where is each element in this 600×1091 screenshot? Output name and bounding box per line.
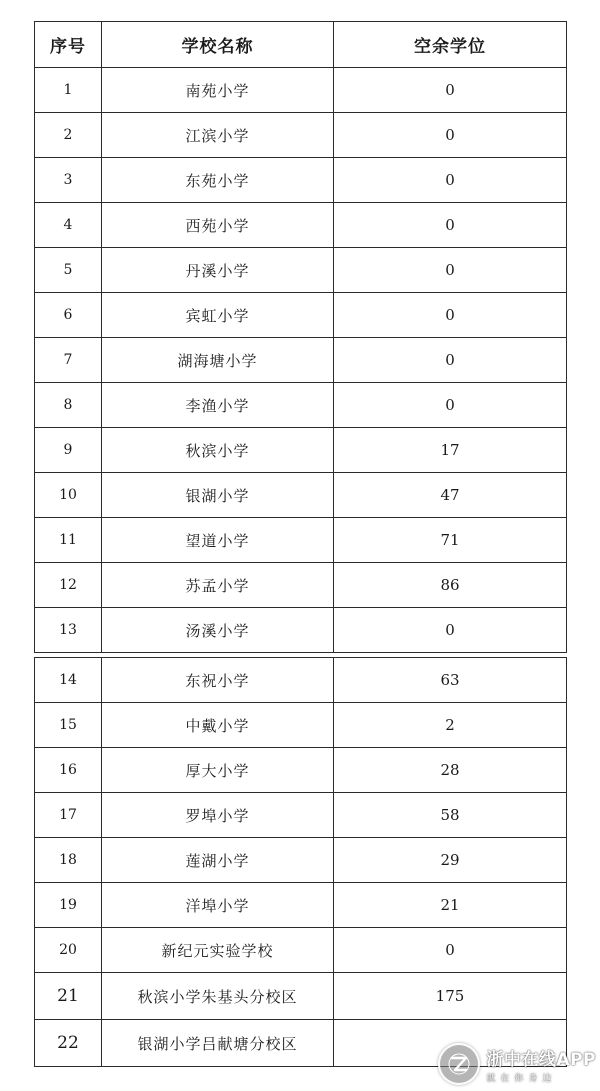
cell-vacancy: 2 xyxy=(334,703,567,748)
cell-vacancy: 86 xyxy=(334,563,567,608)
cell-serial: 4 xyxy=(35,203,102,248)
table-row xyxy=(35,473,567,518)
cell-school-name: 罗埠小学 xyxy=(102,793,334,838)
cell-school-name: 莲湖小学 xyxy=(102,838,334,883)
table-row xyxy=(35,883,567,928)
vacancy-table-part2 xyxy=(34,657,567,1067)
cell-school-name: 苏孟小学 xyxy=(102,563,334,608)
cell-vacancy: 0 xyxy=(334,338,567,383)
watermark-app-name: 浙中在线APP xyxy=(486,1049,596,1070)
cell-vacancy: 29 xyxy=(334,838,567,883)
cell-vacancy: 0 xyxy=(334,68,567,113)
table-row xyxy=(35,928,567,973)
cell-school-name: 望道小学 xyxy=(102,518,334,563)
cell-school-name: 秋滨小学朱基头分校区 xyxy=(102,973,334,1020)
header-vacancy: 空余学位 xyxy=(334,22,567,68)
cell-vacancy: 63 xyxy=(334,658,567,703)
cell-serial: 10 xyxy=(35,473,102,518)
header-school-name: 学校名称 xyxy=(102,22,334,68)
table-row xyxy=(35,68,567,113)
cell-school-name: 银湖小学吕献塘分校区 xyxy=(102,1020,334,1067)
cell-vacancy: 0 xyxy=(334,113,567,158)
table-row xyxy=(35,518,567,563)
cell-serial: 12 xyxy=(35,563,102,608)
cell-vacancy: 0 xyxy=(334,158,567,203)
cell-vacancy: 0 xyxy=(334,608,567,653)
cell-serial: 18 xyxy=(35,838,102,883)
cell-vacancy: 0 xyxy=(334,248,567,293)
cell-serial: 11 xyxy=(35,518,102,563)
cell-serial: 20 xyxy=(35,928,102,973)
vacancy-table-part1 xyxy=(34,21,567,653)
cell-school-name: 银湖小学 xyxy=(102,473,334,518)
watermark-slogan: 就在你身边 xyxy=(486,1073,557,1084)
cell-school-name: 汤溪小学 xyxy=(102,608,334,653)
table-row xyxy=(35,838,567,883)
cell-serial: 7 xyxy=(35,338,102,383)
table-row xyxy=(35,563,567,608)
table-row xyxy=(35,428,567,473)
cell-school-name: 秋滨小学 xyxy=(102,428,334,473)
cell-school-name: 中戴小学 xyxy=(102,703,334,748)
table-row xyxy=(35,113,567,158)
table-row xyxy=(35,248,567,293)
table-row xyxy=(35,158,567,203)
cell-serial: 15 xyxy=(35,703,102,748)
cell-school-name: 湖海塘小学 xyxy=(102,338,334,383)
cell-serial: 9 xyxy=(35,428,102,473)
cell-serial: 5 xyxy=(35,248,102,293)
cell-vacancy: 47 xyxy=(334,473,567,518)
table-row xyxy=(35,793,567,838)
cell-vacancy: 0 xyxy=(334,203,567,248)
table-row xyxy=(35,703,567,748)
cell-vacancy: 71 xyxy=(334,518,567,563)
header-serial: 序号 xyxy=(35,22,102,68)
cell-vacancy: 21 xyxy=(334,883,567,928)
cell-serial: 2 xyxy=(35,113,102,158)
cell-school-name: 李渔小学 xyxy=(102,383,334,428)
table-row xyxy=(35,973,567,1020)
table-row xyxy=(35,748,567,793)
cell-serial: 6 xyxy=(35,293,102,338)
cell-school-name: 西苑小学 xyxy=(102,203,334,248)
cell-vacancy: 17 xyxy=(334,428,567,473)
cell-school-name: 江滨小学 xyxy=(102,113,334,158)
cell-school-name: 厚大小学 xyxy=(102,748,334,793)
cell-vacancy: 58 xyxy=(334,793,567,838)
table-row xyxy=(35,293,567,338)
cell-vacancy: 0 xyxy=(334,928,567,973)
zhezhong-logo-icon xyxy=(438,1043,480,1085)
cell-serial: 13 xyxy=(35,608,102,653)
cell-vacancy: 175 xyxy=(334,973,567,1020)
cell-vacancy: 0 xyxy=(334,293,567,338)
cell-vacancy: 28 xyxy=(334,748,567,793)
table-row xyxy=(35,383,567,428)
cell-serial: 14 xyxy=(35,658,102,703)
app-watermark xyxy=(438,1043,596,1085)
cell-school-name: 洋埠小学 xyxy=(102,883,334,928)
cell-school-name: 南苑小学 xyxy=(102,68,334,113)
cell-serial: 19 xyxy=(35,883,102,928)
cell-serial: 16 xyxy=(35,748,102,793)
table-header-row xyxy=(35,22,567,68)
cell-serial: 8 xyxy=(35,383,102,428)
cell-serial: 17 xyxy=(35,793,102,838)
cell-school-name: 东祝小学 xyxy=(102,658,334,703)
table-row xyxy=(35,608,567,653)
cell-serial: 21 xyxy=(35,973,102,1020)
table-row xyxy=(35,658,567,703)
cell-serial: 1 xyxy=(35,68,102,113)
cell-serial: 22 xyxy=(35,1020,102,1067)
cell-serial: 3 xyxy=(35,158,102,203)
table-row xyxy=(35,203,567,248)
cell-school-name: 丹溪小学 xyxy=(102,248,334,293)
cell-school-name: 新纪元实验学校 xyxy=(102,928,334,973)
cell-school-name: 宾虹小学 xyxy=(102,293,334,338)
table-row xyxy=(35,338,567,383)
cell-vacancy: 0 xyxy=(334,383,567,428)
cell-school-name: 东苑小学 xyxy=(102,158,334,203)
